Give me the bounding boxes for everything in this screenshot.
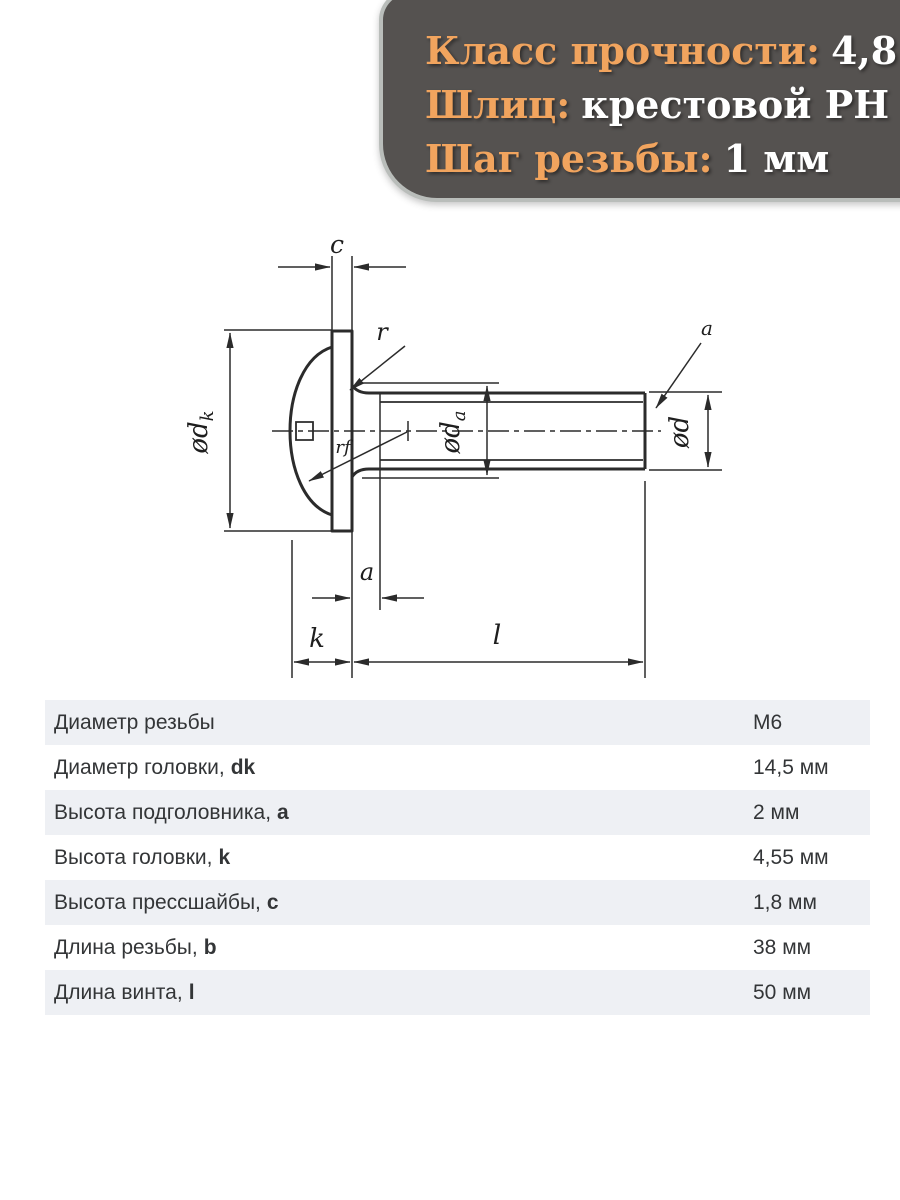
label-r: r <box>376 318 388 346</box>
label-l: l <box>492 620 502 651</box>
banner-value: крестовой PH <box>581 82 890 127</box>
row-symbol: b <box>203 935 217 959</box>
row-value: 50 мм <box>753 980 812 1004</box>
row-value: 2 мм <box>753 800 800 824</box>
leader-a-tip <box>656 343 701 408</box>
extension-lines <box>224 256 722 678</box>
row-label: Длина резьбы, b <box>54 935 217 959</box>
table-row <box>45 700 870 745</box>
row-symbol: a <box>277 800 289 824</box>
row-label: Длина винта, l <box>54 980 195 1004</box>
shaft-bottom <box>352 469 645 477</box>
row-symbol: c <box>266 890 279 914</box>
label-rf: rf <box>335 437 351 458</box>
row-label: Диаметр резьбы <box>54 710 215 734</box>
row-symbol: k <box>218 845 231 869</box>
row-value: 38 мм <box>753 935 812 959</box>
label-d: ød <box>665 415 695 449</box>
banner-label: Класс прочности: <box>425 28 821 73</box>
banner-label: Шаг резьбы: <box>425 136 713 181</box>
row-label: Высота прессшайбы, c <box>54 890 279 914</box>
table-row <box>45 835 870 880</box>
label-a-leader: a <box>701 316 713 340</box>
row-value: 14,5 мм <box>753 755 829 779</box>
table-row <box>45 970 870 1015</box>
dimension-labels <box>184 230 713 654</box>
row-value: 4,55 мм <box>753 845 829 869</box>
banner-value: 4,8 <box>831 28 898 73</box>
table-row <box>45 925 870 970</box>
row-label: Высота подголовника, a <box>54 800 289 824</box>
label-da: $ød_a$ <box>436 410 470 454</box>
banner-label: Шлиц: <box>425 82 571 127</box>
table-row <box>45 745 870 790</box>
banner-value: 1 мм <box>723 136 830 181</box>
table-row <box>45 880 870 925</box>
shaft-top <box>352 385 645 393</box>
spec-table <box>45 700 870 1015</box>
row-value: 1,8 мм <box>753 890 817 914</box>
row-label: Диаметр головки, dk <box>54 755 256 779</box>
row-value: М6 <box>753 710 783 734</box>
screw-outline <box>272 331 661 531</box>
label-a-dim: a <box>359 558 375 586</box>
dimension-lines <box>230 267 708 662</box>
leader-rf-dome <box>309 432 407 481</box>
row-symbol: l <box>188 980 195 1004</box>
label-c: c <box>329 230 345 259</box>
label-dk: $ød_k$ <box>184 410 218 454</box>
table-row <box>45 790 870 835</box>
row-label: Высота головки, k <box>54 845 231 869</box>
label-k: k <box>309 624 325 654</box>
row-symbol: dk <box>230 755 256 779</box>
